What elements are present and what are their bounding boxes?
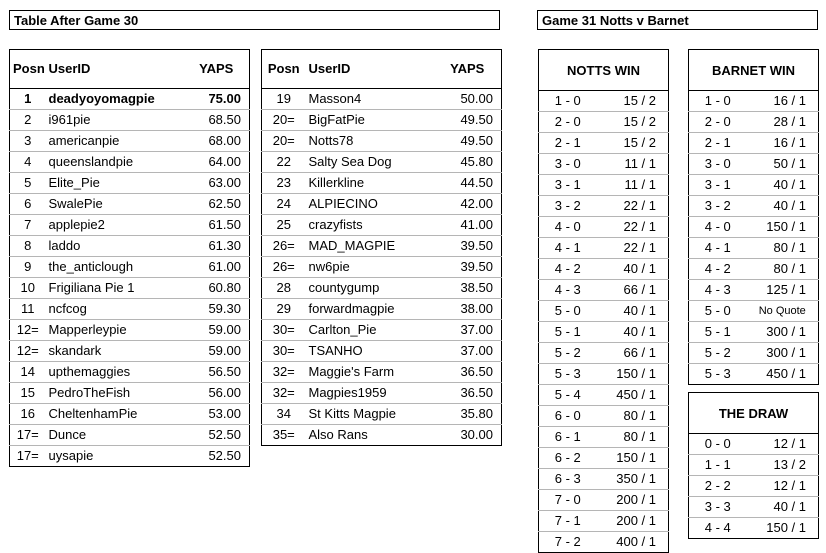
userid-cell: the_anticlough (46, 257, 184, 278)
yaps-cell: 30.00 (460, 427, 493, 442)
odds-cell: 22 / 1 (597, 196, 669, 217)
userid-cell: nw6pie (306, 257, 434, 278)
score-cell: 7 - 2 (554, 534, 581, 549)
odds-row (539, 91, 669, 112)
table-row (10, 152, 250, 173)
score-cell: 2 - 2 (689, 476, 747, 497)
score-cell: 5 - 2 (539, 343, 597, 364)
yaps-cell: 39.50 (434, 257, 502, 278)
score-cell: 6 - 1 (539, 427, 597, 448)
odds-cell: 40 / 1 (747, 497, 819, 518)
odds-cell: 12 / 1 (747, 434, 819, 455)
yaps-cell: 61.00 (184, 257, 250, 278)
odds-cell: 13 / 2 (747, 455, 819, 476)
odds-cell: 40 / 1 (747, 175, 819, 196)
table-row (262, 425, 502, 446)
posn-cell: 24 (262, 194, 306, 215)
yaps-cell: 61.50 (184, 215, 250, 236)
odds-cell: 150 / 1 (597, 448, 669, 469)
notts-win-title: NOTTS WIN (539, 50, 669, 91)
odds-row (689, 455, 819, 476)
posn-cell: 12= (10, 341, 46, 362)
posn-cell: 29 (262, 299, 306, 320)
userid-cell: uysapie (48, 448, 94, 463)
userid-cell: forwardmagpie (306, 299, 434, 320)
table-row (10, 278, 250, 299)
table-row (262, 341, 502, 362)
posn-cell: 26= (262, 257, 306, 278)
posn-cell: 26= (262, 236, 306, 257)
odds-cell: 12 / 1 (747, 476, 819, 497)
yaps-cell: 49.50 (434, 110, 502, 131)
odds-row (689, 301, 819, 322)
yaps-cell: 35.80 (434, 404, 502, 425)
score-cell: 6 - 2 (539, 448, 597, 469)
score-cell: 5 - 3 (704, 366, 731, 381)
yaps-cell: 52.50 (184, 425, 250, 446)
score-cell: 4 - 0 (689, 217, 747, 238)
score-cell: 4 - 0 (539, 217, 597, 238)
odds-cell: 150 / 1 (597, 364, 669, 385)
score-cell: 3 - 1 (689, 175, 747, 196)
yaps-cell: 68.00 (184, 131, 250, 152)
odds-cell: 200 / 1 (597, 511, 669, 532)
table-row (10, 173, 250, 194)
userid-cell: crazyfists (306, 215, 434, 236)
posn-cell: 17= (10, 425, 46, 446)
odds-row (539, 259, 669, 280)
odds-row (689, 518, 819, 539)
posn-cell: 3 (10, 131, 46, 152)
table-title: Table After Game 30 (9, 10, 500, 30)
odds-cell: 300 / 1 (747, 343, 819, 364)
posn-cell: 12= (10, 320, 46, 341)
score-cell: 7 - 0 (539, 490, 597, 511)
table-row (262, 383, 502, 404)
odds-row (689, 196, 819, 217)
odds-cell: 22 / 1 (597, 217, 669, 238)
table-row (10, 215, 250, 236)
score-cell: 1 - 1 (689, 455, 747, 476)
odds-row (539, 112, 669, 133)
score-cell: 2 - 0 (689, 112, 747, 133)
odds-cell: 15 / 2 (597, 133, 669, 154)
yaps-cell: 36.50 (434, 383, 502, 404)
odds-cell: 80 / 1 (597, 427, 669, 448)
table-row (262, 236, 502, 257)
userid-cell: applepie2 (46, 215, 184, 236)
posn-cell: 30= (262, 320, 306, 341)
posn-cell: 2 (10, 110, 46, 131)
yaps-cell: 56.50 (184, 362, 250, 383)
odds-row (539, 448, 669, 469)
odds-row (689, 133, 819, 154)
odds-cell: 11 / 1 (597, 175, 669, 196)
table-row (262, 131, 502, 152)
posn-cell: 23 (262, 173, 306, 194)
table-row (10, 362, 250, 383)
posn-cell: 32= (262, 383, 306, 404)
score-cell: 7 - 1 (539, 511, 597, 532)
game-title: Game 31 Notts v Barnet (537, 10, 818, 30)
odds-cell: 40 / 1 (597, 322, 669, 343)
barnet-win-title: BARNET WIN (689, 50, 819, 91)
yaps-cell: 36.50 (434, 362, 502, 383)
odds-row (689, 476, 819, 497)
yaps-cell: 60.80 (184, 278, 250, 299)
score-cell: 0 - 0 (689, 434, 747, 455)
yaps-cell: 37.00 (434, 320, 502, 341)
userid-cell: St Kitts Magpie (306, 404, 434, 425)
score-cell: 4 - 3 (539, 280, 597, 301)
posn-cell: 15 (10, 383, 46, 404)
posn-cell: 8 (10, 236, 46, 257)
score-cell: 5 - 4 (539, 385, 597, 406)
yaps-cell: 53.00 (184, 404, 250, 425)
posn-cell: 9 (10, 257, 46, 278)
odds-cell: 28 / 1 (747, 112, 819, 133)
score-cell: 4 - 2 (689, 259, 747, 280)
userid-cell: MAD_MAGPIE (306, 236, 434, 257)
userid-cell: Maggie's Farm (306, 362, 434, 383)
odds-cell: 80 / 1 (747, 259, 819, 280)
odds-cell: 22 / 1 (597, 238, 669, 259)
table-row (262, 299, 502, 320)
yaps-cell: 56.00 (184, 383, 250, 404)
odds-row (689, 280, 819, 301)
posn-cell: 5 (10, 173, 46, 194)
yaps-cell: 49.50 (434, 131, 502, 152)
userid-cell: i961pie (46, 110, 184, 131)
score-cell: 1 - 0 (539, 91, 597, 112)
table-row (262, 257, 502, 278)
posn-cell: 10 (10, 278, 46, 299)
score-cell: 4 - 2 (539, 259, 597, 280)
odds-cell: 50 / 1 (747, 154, 819, 175)
yaps-cell: 61.30 (184, 236, 250, 257)
table-row (10, 341, 250, 362)
odds-row (539, 217, 669, 238)
draw-odds (688, 392, 819, 539)
posn-cell: 35= (272, 427, 295, 442)
odds-row (539, 238, 669, 259)
posn-cell: 28 (262, 278, 306, 299)
table-row (10, 425, 250, 446)
odds-cell: 125 / 1 (747, 280, 819, 301)
odds-row (539, 532, 669, 553)
userid-cell: queenslandpie (46, 152, 184, 173)
odds-row (539, 280, 669, 301)
posn-cell: 1 (10, 89, 46, 110)
odds-cell: 40 / 1 (747, 196, 819, 217)
odds-row (539, 427, 669, 448)
yaps-cell: 38.50 (434, 278, 502, 299)
draw-title: THE DRAW (689, 393, 819, 434)
yaps-cell: 44.50 (434, 173, 502, 194)
col-posn: Posn (10, 50, 46, 89)
odds-row (689, 154, 819, 175)
odds-cell: 150 / 1 (747, 217, 819, 238)
userid-cell: Magpies1959 (306, 383, 434, 404)
col-yaps: YAPS (434, 50, 502, 89)
col-userid: UserID (306, 50, 434, 89)
odds-cell: 450 / 1 (766, 366, 807, 381)
score-cell: 6 - 3 (539, 469, 597, 490)
league-table-left (9, 49, 250, 467)
userid-cell: americanpie (46, 131, 184, 152)
posn-cell: 19 (262, 89, 306, 110)
score-cell: 3 - 2 (539, 196, 597, 217)
yaps-cell: 39.50 (434, 236, 502, 257)
odds-row (539, 175, 669, 196)
odds-cell: 150 / 1 (766, 520, 806, 535)
table-row (262, 404, 502, 425)
posn-cell: 20= (262, 110, 306, 131)
yaps-cell: 45.80 (434, 152, 502, 173)
table-row (10, 236, 250, 257)
yaps-cell: 62.50 (184, 194, 250, 215)
odds-row (689, 91, 819, 112)
userid-cell: ncfcog (46, 299, 184, 320)
odds-row (689, 343, 819, 364)
table-row (262, 110, 502, 131)
score-cell: 4 - 3 (689, 280, 747, 301)
posn-cell: 17= (16, 448, 39, 463)
odds-cell: 15 / 2 (597, 91, 669, 112)
odds-row (689, 322, 819, 343)
odds-row (539, 385, 669, 406)
table-row (262, 89, 502, 110)
score-cell: 2 - 1 (689, 133, 747, 154)
col-yaps: YAPS (184, 50, 250, 89)
userid-cell: laddo (46, 236, 184, 257)
userid-cell: TSANHO (306, 341, 434, 362)
odds-cell: 300 / 1 (747, 322, 819, 343)
odds-cell: 16 / 1 (747, 91, 819, 112)
posn-cell: 4 (10, 152, 46, 173)
table-row (10, 110, 250, 131)
table-row (10, 194, 250, 215)
userid-cell: Frigiliana Pie 1 (46, 278, 184, 299)
userid-cell: Salty Sea Dog (306, 152, 434, 173)
table-row (262, 362, 502, 383)
odds-row (539, 406, 669, 427)
table-row (10, 320, 250, 341)
table-row (262, 152, 502, 173)
userid-cell: Masson4 (306, 89, 434, 110)
odds-cell: 450 / 1 (597, 385, 669, 406)
score-cell: 2 - 0 (539, 112, 597, 133)
odds-row (689, 259, 819, 280)
yaps-cell: 59.00 (184, 341, 250, 362)
score-cell: 4 - 4 (704, 520, 731, 535)
odds-cell: 16 / 1 (747, 133, 819, 154)
userid-cell: SwalePie (46, 194, 184, 215)
odds-cell: 15 / 2 (597, 112, 669, 133)
userid-cell: skandark (46, 341, 184, 362)
table-row (262, 278, 502, 299)
score-cell: 4 - 1 (539, 238, 597, 259)
odds-cell: No Quote (747, 301, 819, 322)
userid-cell: countygump (306, 278, 434, 299)
col-posn: Posn (262, 50, 306, 89)
score-cell: 1 - 0 (689, 91, 747, 112)
yaps-cell: 75.00 (184, 89, 250, 110)
userid-cell: Also Rans (308, 427, 368, 442)
score-cell: 3 - 0 (689, 154, 747, 175)
userid-cell: Carlton_Pie (306, 320, 434, 341)
userid-cell: Mapperleypie (46, 320, 184, 341)
score-cell: 5 - 0 (539, 301, 597, 322)
yaps-cell: 52.50 (208, 448, 241, 463)
table-row (262, 194, 502, 215)
odds-cell: 66 / 1 (597, 280, 669, 301)
odds-row (689, 434, 819, 455)
odds-cell: 80 / 1 (597, 406, 669, 427)
posn-cell: 34 (262, 404, 306, 425)
yaps-cell: 64.00 (184, 152, 250, 173)
userid-cell: Notts78 (306, 131, 434, 152)
userid-cell: Killerkline (306, 173, 434, 194)
posn-cell: 22 (262, 152, 306, 173)
score-cell: 5 - 2 (689, 343, 747, 364)
table-row (10, 89, 250, 110)
odds-cell: 400 / 1 (616, 534, 656, 549)
odds-row (539, 196, 669, 217)
odds-row (689, 364, 819, 385)
score-cell: 3 - 1 (539, 175, 597, 196)
posn-cell: 6 (10, 194, 46, 215)
odds-row (539, 343, 669, 364)
userid-cell: deadyoyomagpie (46, 89, 184, 110)
score-cell: 3 - 3 (689, 497, 747, 518)
score-cell: 5 - 3 (539, 364, 597, 385)
table-row (262, 320, 502, 341)
odds-row (689, 217, 819, 238)
table-row (262, 173, 502, 194)
odds-cell: 80 / 1 (747, 238, 819, 259)
yaps-cell: 59.00 (184, 320, 250, 341)
table-row (10, 131, 250, 152)
userid-cell: ALPIECINO (306, 194, 434, 215)
yaps-cell: 50.00 (434, 89, 502, 110)
odds-row (539, 490, 669, 511)
table-row (10, 446, 250, 467)
posn-cell: 7 (10, 215, 46, 236)
odds-cell: 200 / 1 (597, 490, 669, 511)
barnet-win-odds (688, 49, 819, 385)
table-row (10, 383, 250, 404)
userid-cell: BigFatPie (306, 110, 434, 131)
score-cell: 2 - 1 (539, 133, 597, 154)
yaps-cell: 68.50 (184, 110, 250, 131)
score-cell: 3 - 0 (539, 154, 597, 175)
userid-cell: Elite_Pie (46, 173, 184, 194)
odds-row (539, 133, 669, 154)
score-cell: 4 - 1 (689, 238, 747, 259)
odds-cell: 11 / 1 (597, 154, 669, 175)
score-cell: 6 - 0 (539, 406, 597, 427)
odds-row (539, 469, 669, 490)
score-cell: 3 - 2 (689, 196, 747, 217)
odds-row (539, 322, 669, 343)
odds-cell: 40 / 1 (597, 301, 669, 322)
yaps-cell: 42.00 (434, 194, 502, 215)
table-row (262, 215, 502, 236)
yaps-cell: 38.00 (434, 299, 502, 320)
posn-cell: 20= (262, 131, 306, 152)
odds-row (689, 497, 819, 518)
posn-cell: 14 (10, 362, 46, 383)
odds-cell: 66 / 1 (597, 343, 669, 364)
table-row (10, 257, 250, 278)
odds-row (539, 154, 669, 175)
userid-cell: upthemaggies (46, 362, 184, 383)
odds-cell: 350 / 1 (597, 469, 669, 490)
posn-cell: 32= (262, 362, 306, 383)
score-cell: 5 - 1 (689, 322, 747, 343)
userid-cell: Dunce (46, 425, 184, 446)
score-cell: 5 - 1 (539, 322, 597, 343)
league-table-right (261, 49, 502, 446)
posn-cell: 25 (262, 215, 306, 236)
notts-win-odds (538, 49, 669, 553)
score-cell: 5 - 0 (689, 301, 747, 322)
odds-row (539, 301, 669, 322)
odds-cell: 40 / 1 (597, 259, 669, 280)
userid-cell: CheltenhamPie (46, 404, 184, 425)
posn-cell: 16 (10, 404, 46, 425)
odds-row (689, 175, 819, 196)
col-userid: UserID (46, 50, 184, 89)
posn-cell: 30= (262, 341, 306, 362)
odds-row (539, 511, 669, 532)
odds-row (689, 112, 819, 133)
table-row (10, 299, 250, 320)
posn-cell: 11 (10, 299, 46, 320)
yaps-cell: 37.00 (434, 341, 502, 362)
yaps-cell: 41.00 (434, 215, 502, 236)
odds-row (689, 238, 819, 259)
yaps-cell: 63.00 (184, 173, 250, 194)
userid-cell: PedroTheFish (46, 383, 184, 404)
yaps-cell: 59.30 (184, 299, 250, 320)
table-row (10, 404, 250, 425)
odds-row (539, 364, 669, 385)
